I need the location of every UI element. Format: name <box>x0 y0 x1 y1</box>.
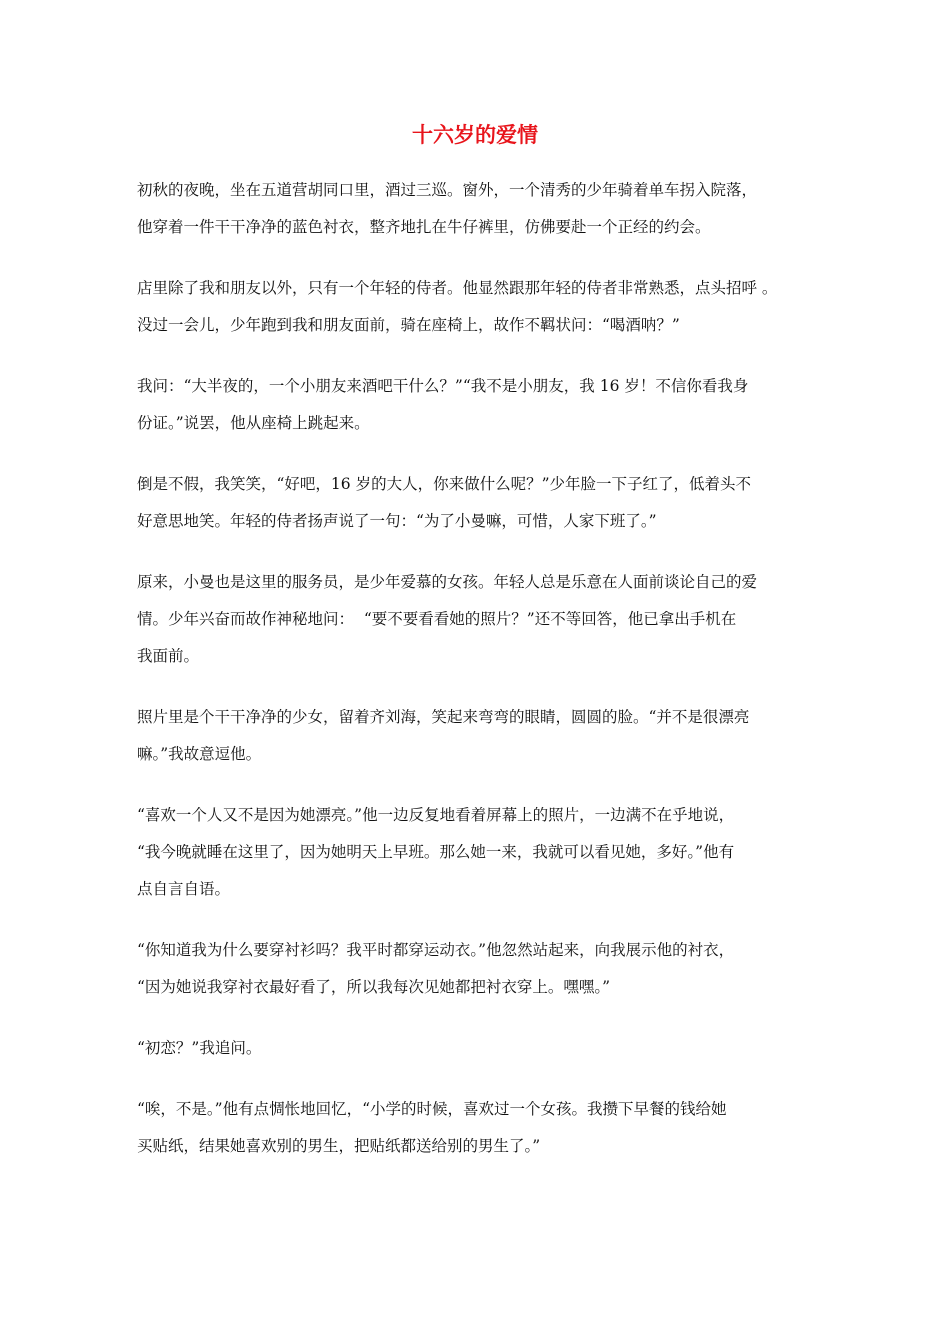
paragraph-line: “唉，不是。”他有点惆怅地回忆，“小学的时候，喜欢过一个女孩。我攒下早餐的钱给她 <box>137 1100 727 1118</box>
paragraph <box>137 797 827 908</box>
paragraph-line: “因为她说我穿衬衣最好看了，所以我每次见她都把衬衣穿上。嘿嘿。” <box>137 978 611 996</box>
paragraph-line: 点自言自语。 <box>137 880 231 898</box>
paragraph-line: “我今晚就睡在这里了，因为她明天上早班。那么她一来，我就可以看见她，多好。”他有 <box>137 843 735 861</box>
paragraph-line: 他穿着一件干干净净的蓝色衬衣，整齐地扎在牛仔裤里，仿佛要赴一个正经的约会。 <box>137 218 711 236</box>
paragraph-line: 情。少年兴奋而故作神秘地问： “要不要看看她的照片？”还不等回答，他已拿出手机在 <box>137 610 737 628</box>
paragraph-line: 店里除了我和朋友以外，只有一个年轻的侍者。他显然跟那年轻的侍者非常熟悉，点头招呼 。 <box>137 279 778 297</box>
document-title: 十六岁的爱情 <box>412 123 538 147</box>
paragraph <box>137 699 827 773</box>
paragraph <box>137 932 827 1006</box>
paragraph <box>137 1091 827 1165</box>
paragraph-line: 倒是不假，我笑笑，“好吧，16 岁的大人，你来做什么呢？”少年脸一下子红了，低着头不 <box>137 475 752 493</box>
paragraph-line: 好意思地笑。年轻的侍者扬声说了一句：“为了小曼嘛，可惜，人家下班了。” <box>137 512 657 530</box>
paragraph <box>137 564 827 675</box>
paragraph-line: 份证。”说罢，他从座椅上跳起来。 <box>137 414 370 432</box>
paragraph-line: 没过一会儿，少年跑到我和朋友面前，骑在座椅上，故作不羁状问：“喝酒呐？” <box>137 316 680 334</box>
paragraph-line: 照片里是个干干净净的少女，留着齐刘海，笑起来弯弯的眼睛，圆圆的脸。“并不是很漂亮 <box>137 708 750 726</box>
paragraph-line: 原来，小曼也是这里的服务员，是少年爱慕的女孩。年轻人总是乐意在人面前谈论自己的爱 <box>137 573 758 591</box>
paragraph-line: 我问：“大半夜的，一个小朋友来酒吧干什么？”“我不是小朋友，我 16 岁！不信你看我身 <box>137 377 749 395</box>
paragraph-line: “你知道我为什么要穿衬衫吗？我平时都穿运动衣。”他忽然站起来，向我展示他的衬衣， <box>137 941 735 959</box>
paragraph-line: 买贴纸，结果她喜欢别的男生，把贴纸都送给别的男生了。” <box>137 1137 541 1155</box>
paragraph <box>137 1030 827 1067</box>
paragraph <box>137 466 827 540</box>
paragraph-line: 我面前。 <box>137 647 200 665</box>
paragraph <box>137 368 827 442</box>
paragraph <box>137 270 827 344</box>
paragraph-line: “喜欢一个人又不是因为她漂亮。”他一边反复地看着屏幕上的照片，一边满不在乎地说， <box>137 806 735 824</box>
paragraph <box>137 172 827 246</box>
paragraph-line: 初秋的夜晚，坐在五道营胡同口里，酒过三巡。窗外，一个清秀的少年骑着单车拐入院落， <box>137 181 758 199</box>
document-body <box>137 172 827 1189</box>
paragraph-line: “初恋？”我追问。 <box>137 1039 262 1057</box>
paragraph-line: 嘛。”我故意逗他。 <box>137 745 262 763</box>
